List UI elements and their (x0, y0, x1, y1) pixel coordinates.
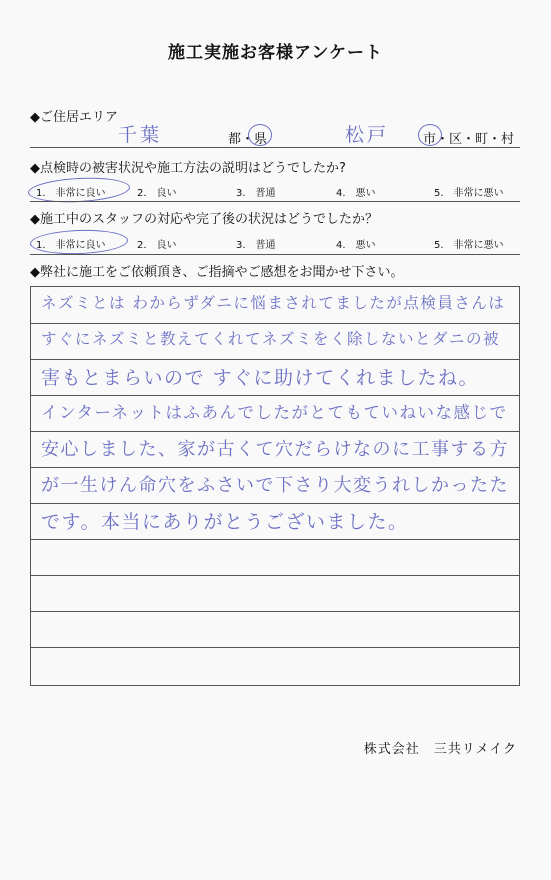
q2-option-5[interactable]: 5. 非常に悪い (434, 240, 504, 251)
comment-line (31, 467, 519, 504)
q2-underline (30, 254, 520, 255)
q1-option-1[interactable]: 1. 非常に良い (36, 188, 106, 199)
comment-line (31, 395, 519, 432)
comment-line-text: 安心しました、家が古くて穴だらけなのに工事する方 (41, 439, 509, 460)
city-handwritten: 松戸 (345, 124, 390, 146)
comment-line-text: 害もとまらいので すぐに助けてくれましたね。 (41, 367, 480, 389)
comment-line (31, 359, 519, 396)
comment-line (31, 503, 519, 540)
comment-line (31, 287, 519, 324)
q2-option-1[interactable]: 1. 非常に良い (36, 240, 106, 251)
comment-line-text: です。本当にありがとうございました。 (41, 511, 409, 533)
q2-option-2[interactable]: 2. 良い (137, 240, 177, 251)
comment-line (31, 647, 519, 685)
comment-line (31, 431, 519, 468)
q1-option-2[interactable]: 2. 良い (137, 188, 177, 199)
comment-line (31, 575, 519, 612)
q1-label: ◆点検時の被害状況や施工方法の説明はどうでしたか? (30, 161, 346, 176)
q3-label: ◆弊社に施工をご依頼頂き、ご指摘やご感想をお聞かせ下さい。 (30, 265, 404, 280)
prefecture-handwritten: 千葉 (118, 124, 163, 146)
address-question-label: ◆ご住居エリア (30, 110, 118, 125)
comment-line-text: インターネットはふあんでしたがとてもていねいな感じで (41, 403, 508, 422)
ken-circle-mark (248, 124, 272, 146)
prefecture-suffix-ken: 県 (254, 132, 268, 147)
comment-line-text: ネズミとは わからずダニに悩まされてましたが点検員さんは (41, 294, 506, 312)
company-name: 株式会社 三共リメイク (363, 742, 517, 757)
q1-option-5[interactable]: 5. 非常に悪い (434, 188, 504, 199)
address-underline (30, 147, 520, 148)
comment-line-text: が一生けん命穴をふさいで下さり大変うれしかったた (41, 475, 509, 496)
comment-line (31, 539, 519, 576)
comment-line (31, 323, 519, 360)
q1-option-3[interactable]: 3. 普通 (236, 188, 276, 199)
city-suffix-shi: 市 (423, 132, 437, 147)
page-title: 施工実施お客様アンケート (168, 43, 383, 63)
comment-line (31, 611, 519, 648)
city-suffix-rest: ・区・町・村 (436, 132, 515, 147)
comment-box[interactable] (30, 286, 520, 686)
q2-selection-circle (30, 228, 129, 255)
q2-option-3[interactable]: 3. 普通 (236, 240, 276, 251)
q2-label: ◆施工中のスタッフの対応や完了後の状況はどうでしたか？ (30, 212, 378, 227)
q1-option-4[interactable]: 4. 悪い (336, 188, 376, 199)
comment-line-text: すぐにネズミと教えてくれてネズミをく除しないとダニの被 (41, 330, 501, 348)
prefecture-suffix-to: 都・ (228, 132, 255, 147)
q1-underline (30, 201, 520, 202)
q2-option-4[interactable]: 4. 悪い (336, 240, 376, 251)
